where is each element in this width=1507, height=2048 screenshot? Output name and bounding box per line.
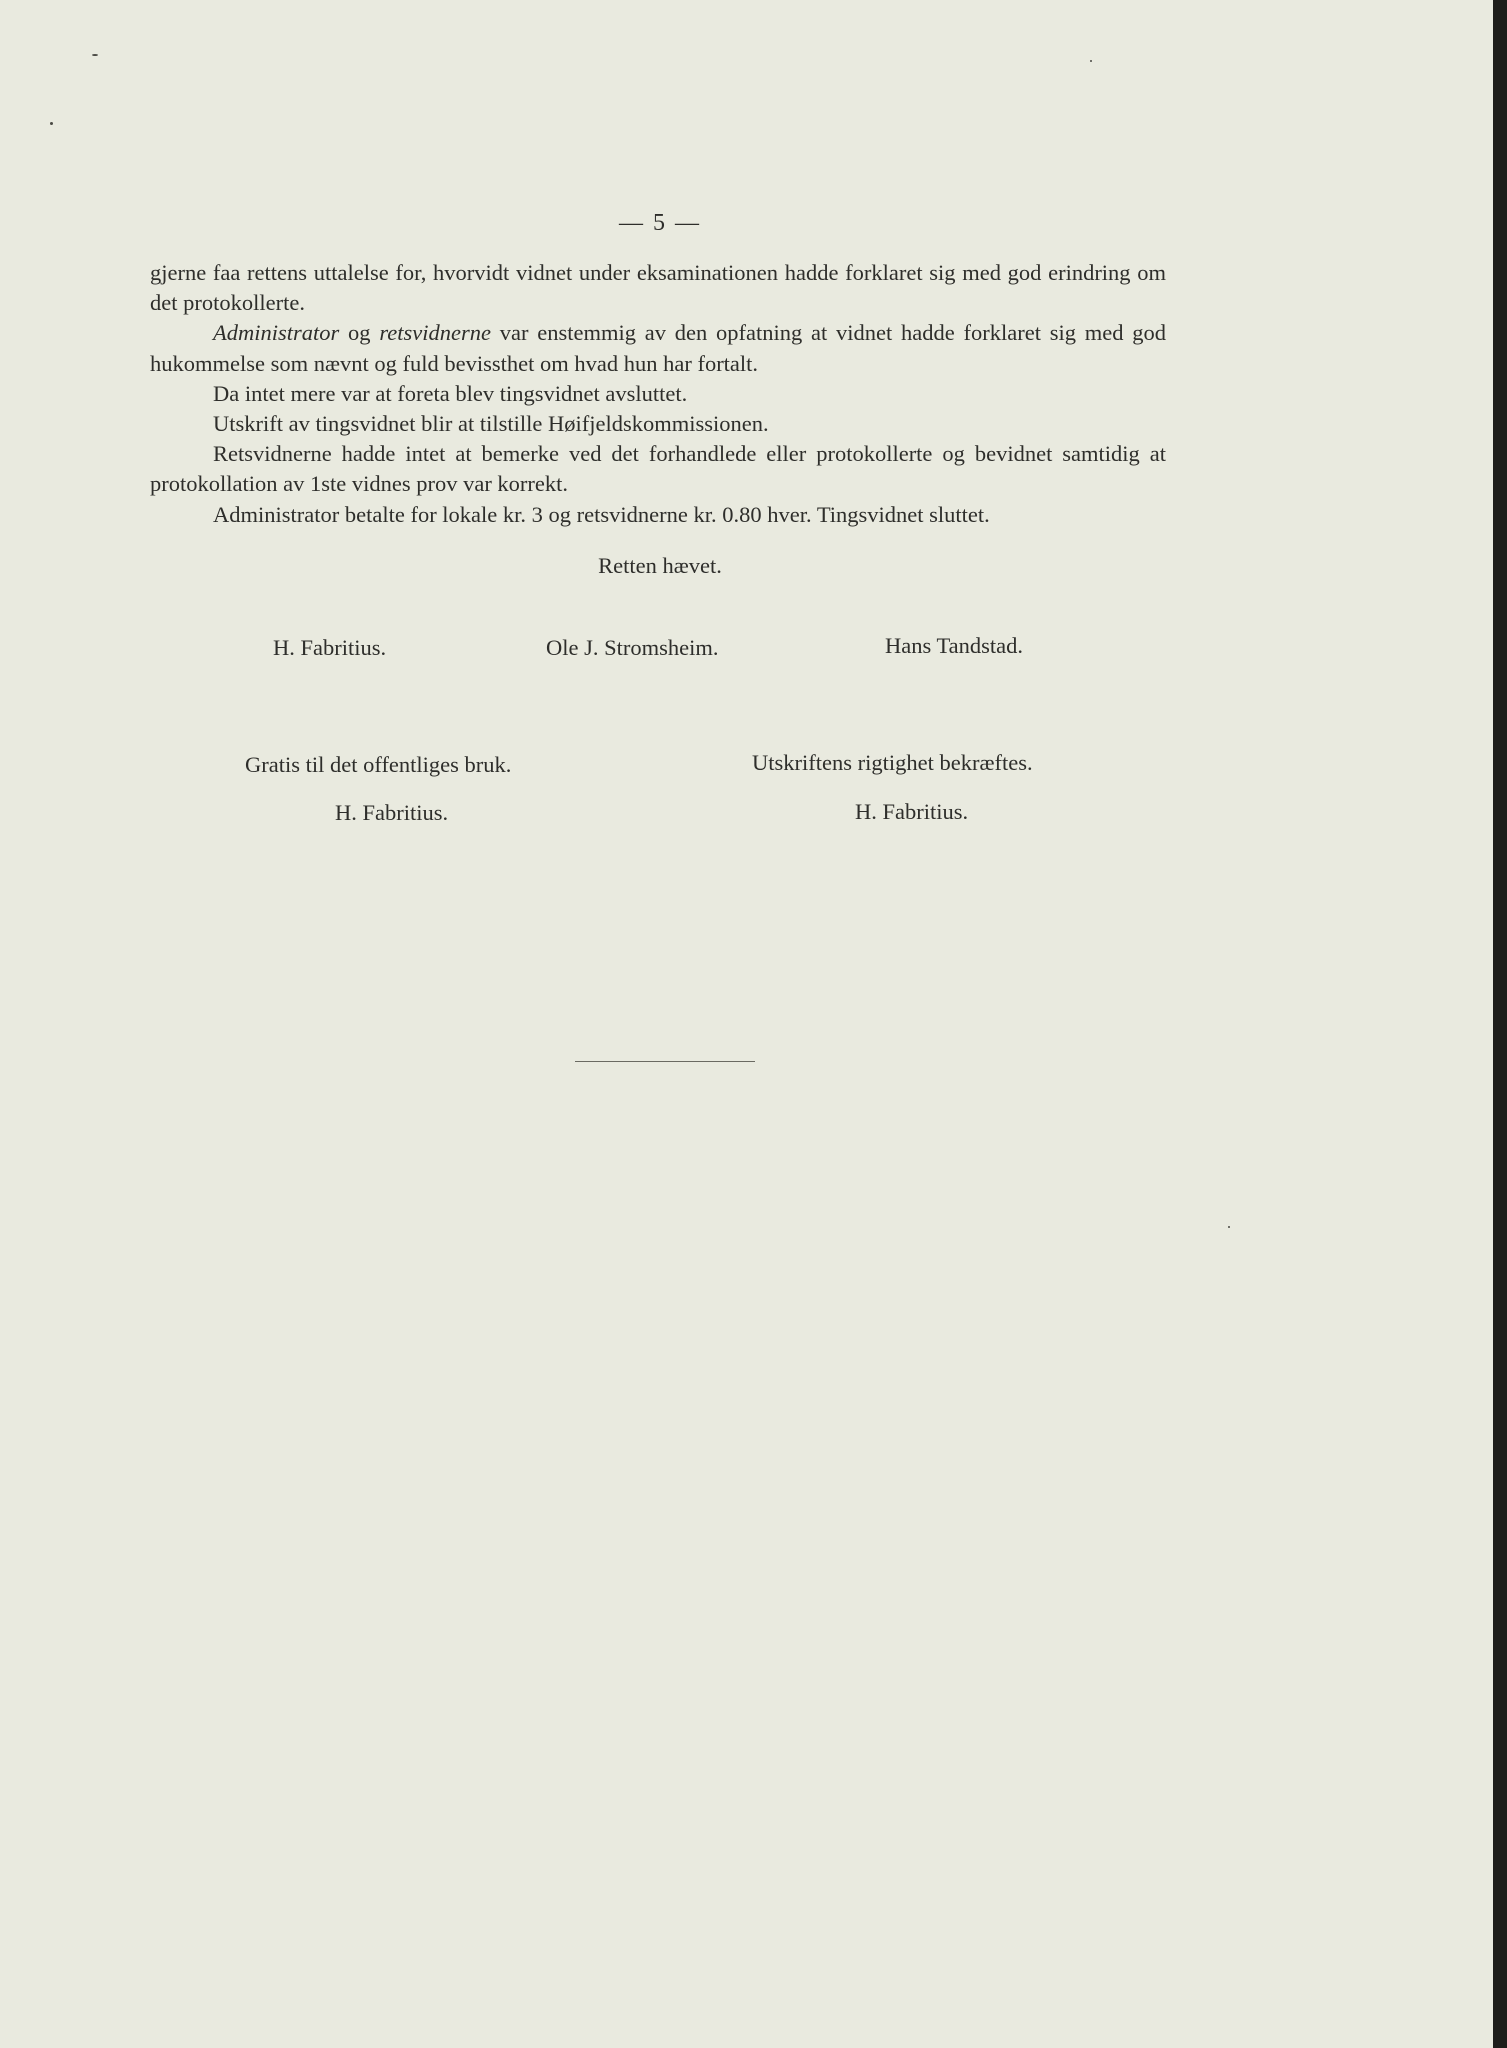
page-number: — 5 —: [619, 210, 701, 236]
signature-tandstad: Hans Tandstad.: [885, 633, 1023, 658]
paragraph-2: [150, 318, 1166, 378]
paragraph-1: gjerne faa rettens uttalelse for, hvorvidt vidnet under eksaminationen hadde forklaret sig med god erindring om det protokollerte.: [150, 260, 1166, 316]
page-edge: [1493, 0, 1507, 2048]
signature-fabritius: H. Fabritius.: [273, 635, 387, 660]
paragraph-4: Utskrift av tingsvidnet blir at tilstille Høifjeldskommissionen.: [213, 411, 769, 437]
certification-signature: H. Fabritius.: [855, 799, 969, 824]
signature-stromsheim: Ole J. Stromsheim.: [546, 635, 719, 660]
certification-note: Utskriftens rigtighet bekræftes.: [752, 750, 1033, 775]
paragraph-2-rest: var enstemmig av den opfatning at vidnet hadde forklaret sig med god hukommelse som nævnt og fuld bevissthet om hvad hun har fortalt.: [150, 320, 1166, 376]
paragraph-6: Administrator betalte for lokale kr. 3 og retsvidnerne kr. 0.80 hver. Tingsvidnet sluttet.: [213, 501, 990, 527]
paragraph-2-italic-administrator: Administrator: [213, 320, 340, 346]
paper-speck: [1090, 60, 1092, 62]
paragraph-5: Retsvidnerne hadde intet at bemerke ved det forhandlede eller protokollerte og bevidnet samtidig at protokollation av 1ste vidnes prov var korrekt.: [150, 441, 1166, 497]
closing-line: Retten hævet.: [598, 553, 722, 578]
paragraph-3: Da intet mere var at foreta blev tingsvidnet avsluttet.: [213, 380, 688, 406]
gratis-note: Gratis til det offentliges bruk.: [245, 752, 512, 777]
gratis-signature: H. Fabritius.: [335, 800, 449, 825]
paper-speck: [1228, 1226, 1230, 1228]
paper-speck: [50, 122, 53, 125]
paper-speck: [92, 54, 98, 56]
end-rule: [575, 1061, 755, 1062]
body-text: [150, 258, 1166, 530]
paragraph-2-conjunction: og: [339, 320, 380, 346]
paragraph-2-italic-retsvidnerne: retsvidnerne: [379, 320, 491, 346]
